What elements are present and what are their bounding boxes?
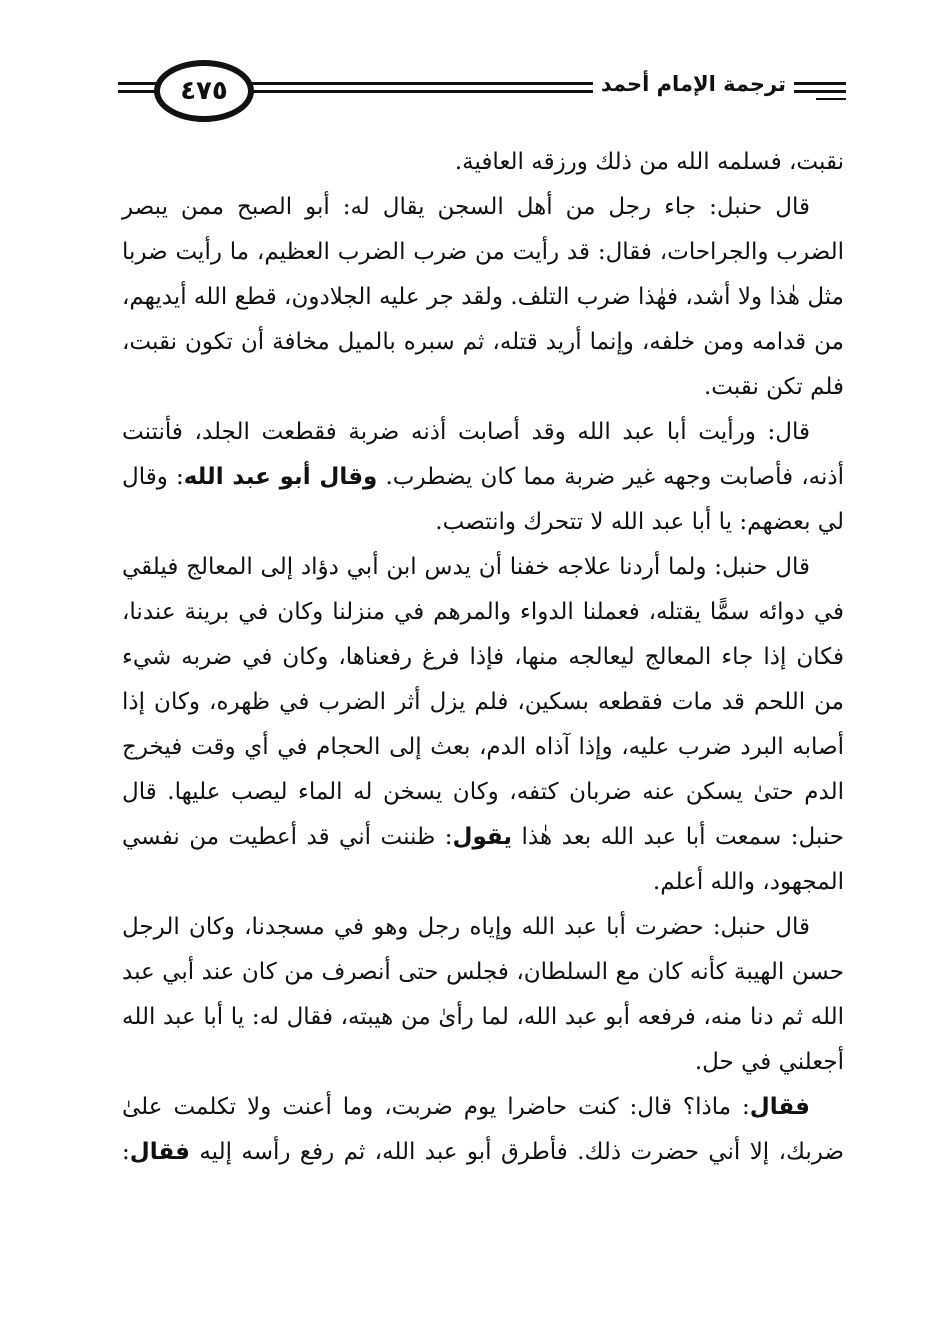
- page-number: ٤٧٥: [180, 76, 228, 106]
- paragraph: [122, 410, 844, 545]
- text-segment: قال حنبل: حضرت أبا عبد الله وإياه رجل وهو في مسجدنا، وكان الرجل حسن الهيبة كأنه كان مع السلطان، فجلس حتى أنصرف من كان عند أبي عبد الله ثم دنا منه، فرفعه أبو عبد الله، لما رأىٰ من هيبته، فقال له: يا أبا عبد الله أجعلني في حل.: [122, 914, 844, 1075]
- paragraph: [122, 185, 844, 410]
- text-segment: :: [122, 1139, 130, 1165]
- paragraph: [122, 905, 844, 1085]
- header-rule-end-right: [816, 98, 846, 100]
- page-body: [122, 140, 844, 1175]
- text-segment: نقبت، فسلمه الله من ذلك ورزقه العافية.: [454, 149, 844, 175]
- page-header: [118, 52, 846, 132]
- text-segment: : ظننت أني قد أعطيت من نفسي المجهود، والله أعلم.: [122, 824, 844, 895]
- paragraph: [122, 1085, 844, 1175]
- running-title: ترجمة الإمام أحمد: [593, 72, 794, 96]
- text-segment: قال حنبل: جاء رجل من أهل السجن يقال له: أبو الصبح ممن يبصر الضرب والجراحات، فقال: قد رأيت من ضرب الضرب العظيم، ما رأيت ضربا مثل هٰذا ولا أشد، فهٰذا ضرب التلف. ولقد جر عليه الجلادون، قطع الله أيديهم، من قدامه ومن خلفه، وإنما أريد قتله، ثم سبره بالميل مخافة أن تكون نقبت، فلم تكن نقبت.: [122, 194, 844, 400]
- bold-text-segment: فقال: [129, 1139, 190, 1165]
- text-segment: : ماذا؟ قال: كنت حاضرا يوم ضربت، وما أعنت ولا تكلمت علىٰ ضربك، إلا أني حضرت ذلك. فأطرق أبو عبد الله، ثم رفع رأسه إليه: [122, 1094, 844, 1165]
- text-segment: قال: ورأيت أبا عبد الله وقد أصابت أذنه ضربة فقطعت الجلد، فأنتنت أذنه، فأصابت وجهه غير ضربة مما كان يضطرب.: [122, 419, 844, 490]
- page-number-badge: [154, 60, 254, 122]
- paragraph: [122, 140, 844, 185]
- text-segment: : وقال لي بعضهم: يا أبا عبد الله لا تتحرك وانتصب.: [122, 464, 844, 535]
- bold-text-segment: يقول: [452, 824, 513, 850]
- bold-text-segment: وقال أبو عبد الله: [183, 464, 378, 490]
- paragraph: [122, 545, 844, 905]
- bold-text-segment: فقال: [749, 1094, 810, 1120]
- text-segment: قال حنبل: ولما أردنا علاجه خفنا أن يدس ابن أبي دؤاد إلى المعالج فيلقي في دوائه سمًّا يقتله، فعملنا الدواء والمرهم في منزلنا وكان في برينة عندنا، فكان إذا جاء المعالج ليعالجه منها، فإذا فرغ رفعناها، وكان في ضربه شيء من اللحم قد مات فقطعه بسكين، فلم يزل أثر الضرب في ظهره، وكان إذا أصابه البرد ضرب عليه، وإذا آذاه الدم، بعث إلى الحجام في أي وقت فيخرج الدم حتىٰ يسكن عنه ضربان كتفه، وكان يسخن له الماء ليصب عليها. قال حنبل: سمعت أبا عبد الله بعد هٰذا: [122, 554, 844, 850]
